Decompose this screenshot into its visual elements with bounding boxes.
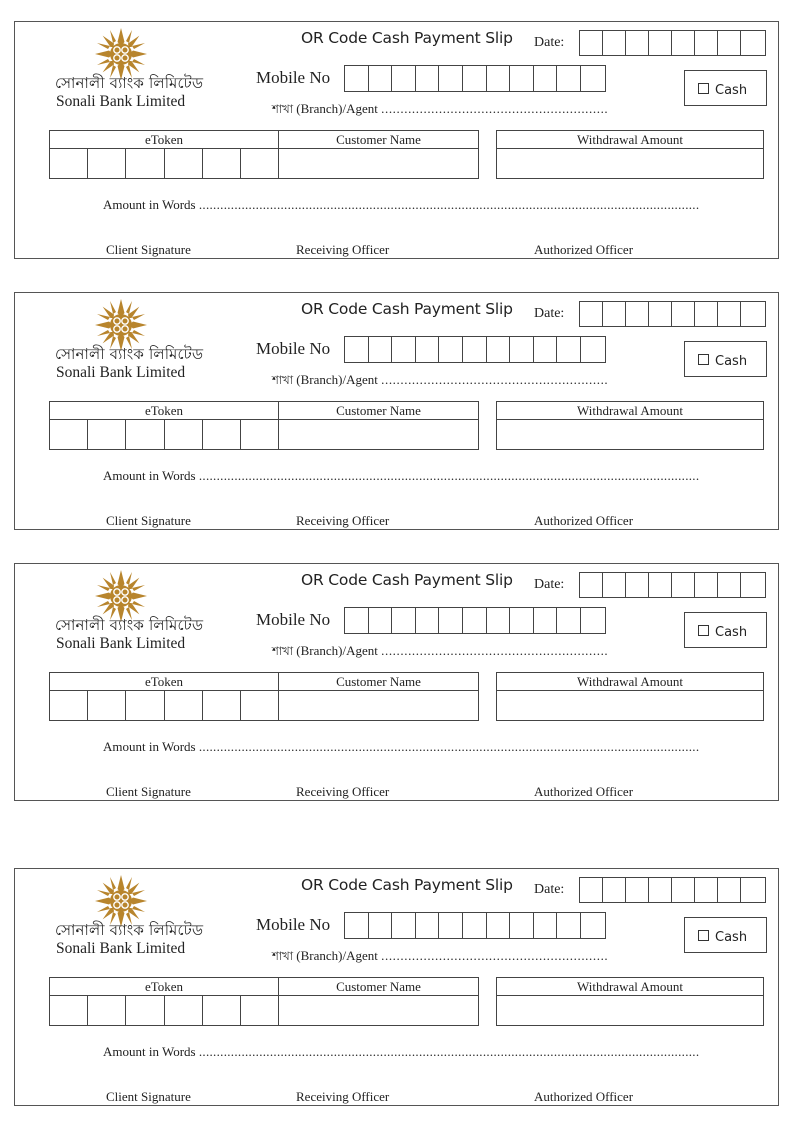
input-box[interactable] <box>203 149 241 179</box>
input-box[interactable] <box>695 31 718 55</box>
input-box[interactable] <box>581 66 605 91</box>
input-box[interactable] <box>463 337 487 362</box>
input-box[interactable] <box>672 31 695 55</box>
input-box[interactable] <box>487 337 511 362</box>
input-box[interactable] <box>580 31 603 55</box>
customer-name-header: Customer Name <box>279 673 478 691</box>
input-box[interactable] <box>557 913 581 938</box>
cash-checkbox[interactable] <box>698 83 709 94</box>
input-box[interactable] <box>392 913 416 938</box>
input-box[interactable] <box>50 691 88 721</box>
date-field[interactable] <box>579 30 766 56</box>
input-box[interactable] <box>126 420 164 450</box>
bank-name-bengali: সোনালী ব্যাংক লিমিটেড <box>55 345 204 363</box>
input-box[interactable] <box>88 420 126 450</box>
date-field[interactable] <box>579 877 766 903</box>
input-box[interactable] <box>581 608 605 633</box>
etoken-cells[interactable] <box>50 420 278 450</box>
input-box[interactable] <box>416 913 440 938</box>
payment-slip <box>14 563 779 801</box>
input-box[interactable] <box>741 573 765 597</box>
branch-label-english: (Branch)/Agent <box>296 372 378 387</box>
input-box[interactable] <box>718 31 741 55</box>
etoken-field[interactable] <box>49 977 279 1026</box>
etoken-header: eToken <box>50 673 278 691</box>
amount-in-words-label: Amount in Words <box>103 468 196 483</box>
input-box[interactable] <box>534 608 558 633</box>
input-box[interactable] <box>241 149 278 179</box>
date-label: Date: <box>534 35 565 50</box>
customer-name-header: Customer Name <box>279 402 478 420</box>
input-box[interactable] <box>626 31 649 55</box>
withdrawal-amount-field[interactable] <box>496 672 764 721</box>
input-box[interactable] <box>626 878 649 902</box>
input-box[interactable] <box>580 573 603 597</box>
withdrawal-amount-header: Withdrawal Amount <box>497 131 763 149</box>
branch-label-bengali: শাখা <box>272 373 294 387</box>
input-box[interactable] <box>165 996 203 1026</box>
date-label: Date: <box>534 577 565 592</box>
amount-in-words-label: Amount in Words <box>103 197 196 212</box>
bank-name-bengali: সোনালী ব্যাংক লিমিটেড <box>55 921 204 939</box>
client-signature-label: Client Signature <box>106 1089 191 1104</box>
slip-title: OR Code Cash Payment Slip <box>301 300 513 318</box>
mobile-no-label: Mobile No <box>256 68 331 87</box>
bank-name-english: Sonali Bank Limited <box>56 93 186 110</box>
branch-label-bengali: শাখা <box>272 102 294 116</box>
withdrawal-amount-header: Withdrawal Amount <box>497 402 763 420</box>
input-box[interactable] <box>463 608 487 633</box>
branch-agent-line[interactable] <box>272 643 608 662</box>
branch-fill-line[interactable]: ........................................................... <box>381 948 609 963</box>
input-box[interactable] <box>649 573 672 597</box>
mobile-no-field[interactable] <box>344 336 606 363</box>
input-box[interactable] <box>672 878 695 902</box>
cash-label: Cash <box>715 930 748 945</box>
input-box[interactable] <box>557 66 581 91</box>
branch-label-english: (Branch)/Agent <box>296 948 378 963</box>
input-box[interactable] <box>369 66 393 91</box>
input-box[interactable] <box>603 573 626 597</box>
client-signature-label: Client Signature <box>106 784 191 799</box>
input-box[interactable] <box>126 691 164 721</box>
input-box[interactable] <box>416 337 440 362</box>
cash-option[interactable] <box>684 612 767 648</box>
date-label: Date: <box>534 882 565 897</box>
branch-fill-line[interactable]: ........................................................... <box>381 643 609 658</box>
etoken-field[interactable] <box>49 672 279 721</box>
cash-label: Cash <box>715 354 748 369</box>
input-box[interactable] <box>345 913 369 938</box>
mobile-no-field[interactable] <box>344 607 606 634</box>
etoken-header: eToken <box>50 402 278 420</box>
input-box[interactable] <box>392 66 416 91</box>
branch-fill-line[interactable]: ........................................................... <box>381 101 609 116</box>
payment-slip <box>14 868 779 1106</box>
input-box[interactable] <box>672 573 695 597</box>
input-box[interactable] <box>165 149 203 179</box>
input-box[interactable] <box>718 573 741 597</box>
authorized-officer-label: Authorized Officer <box>534 513 634 528</box>
bank-name-english: Sonali Bank Limited <box>56 635 186 652</box>
customer-name-header: Customer Name <box>279 978 478 996</box>
input-box[interactable] <box>487 66 511 91</box>
amount-in-words-line[interactable] <box>103 1044 699 1060</box>
slip-title: OR Code Cash Payment Slip <box>301 571 513 589</box>
input-box[interactable] <box>718 878 741 902</box>
date-field[interactable] <box>579 572 766 598</box>
bank-name-bengali: সোনালী ব্যাংক লিমিটেড <box>55 616 204 634</box>
input-box[interactable] <box>741 302 765 326</box>
amount-in-words-label: Amount in Words <box>103 739 196 754</box>
amount-in-words-line[interactable] <box>103 197 699 213</box>
receiving-officer-label: Receiving Officer <box>296 242 390 257</box>
input-box[interactable] <box>718 302 741 326</box>
input-box[interactable] <box>649 31 672 55</box>
payment-slip <box>14 292 779 530</box>
mobile-no-label: Mobile No <box>256 339 331 358</box>
payment-slip <box>14 21 779 259</box>
input-box[interactable] <box>695 878 718 902</box>
input-box[interactable] <box>203 420 241 450</box>
branch-fill-line[interactable]: ........................................................... <box>381 372 609 387</box>
input-box[interactable] <box>695 302 718 326</box>
input-box[interactable] <box>487 608 511 633</box>
input-box[interactable] <box>580 302 603 326</box>
cash-option[interactable] <box>684 70 767 106</box>
etoken-header: eToken <box>50 978 278 996</box>
input-box[interactable] <box>581 337 605 362</box>
customer-name-field[interactable] <box>278 130 479 179</box>
input-box[interactable] <box>203 996 241 1026</box>
input-box[interactable] <box>50 420 88 450</box>
input-box[interactable] <box>603 31 626 55</box>
etoken-header: eToken <box>50 131 278 149</box>
input-box[interactable] <box>439 337 463 362</box>
date-field[interactable] <box>579 301 766 327</box>
amount-in-words-fill-line[interactable]: ............................................................................................................................................. <box>198 739 700 754</box>
input-box[interactable] <box>741 878 765 902</box>
input-box[interactable] <box>392 608 416 633</box>
etoken-field[interactable] <box>49 401 279 450</box>
branch-label-english: (Branch)/Agent <box>296 101 378 116</box>
branch-agent-line[interactable] <box>272 948 608 967</box>
authorized-officer-label: Authorized Officer <box>534 784 634 799</box>
input-box[interactable] <box>626 302 649 326</box>
input-box[interactable] <box>649 878 672 902</box>
input-box[interactable] <box>126 149 164 179</box>
input-box[interactable] <box>439 913 463 938</box>
slip-title: OR Code Cash Payment Slip <box>301 876 513 894</box>
withdrawal-amount-field[interactable] <box>496 977 764 1026</box>
client-signature-label: Client Signature <box>106 513 191 528</box>
input-box[interactable] <box>345 608 369 633</box>
input-box[interactable] <box>534 913 558 938</box>
input-box[interactable] <box>510 608 534 633</box>
branch-agent-line[interactable] <box>272 372 608 391</box>
customer-name-field[interactable] <box>278 672 479 721</box>
amount-in-words-fill-line[interactable]: ............................................................................................................................................. <box>198 1044 700 1059</box>
input-box[interactable] <box>487 913 511 938</box>
cash-checkbox[interactable] <box>698 354 709 365</box>
input-box[interactable] <box>88 149 126 179</box>
input-box[interactable] <box>126 996 164 1026</box>
cash-label: Cash <box>715 625 748 640</box>
input-box[interactable] <box>416 608 440 633</box>
bank-name-bengali: সোনালী ব্যাংক লিমিটেড <box>55 74 204 92</box>
input-box[interactable] <box>603 878 626 902</box>
etoken-cells[interactable] <box>50 691 278 721</box>
cash-label: Cash <box>715 83 748 98</box>
customer-name-field[interactable] <box>278 977 479 1026</box>
slip-title: OR Code Cash Payment Slip <box>301 29 513 47</box>
input-box[interactable] <box>241 420 278 450</box>
input-box[interactable] <box>439 66 463 91</box>
cash-checkbox[interactable] <box>698 930 709 941</box>
input-box[interactable] <box>50 996 88 1026</box>
amount-in-words-fill-line[interactable]: ............................................................................................................................................. <box>198 197 700 212</box>
customer-name-field[interactable] <box>278 401 479 450</box>
cash-checkbox[interactable] <box>698 625 709 636</box>
input-box[interactable] <box>510 66 534 91</box>
input-box[interactable] <box>463 913 487 938</box>
input-box[interactable] <box>580 878 603 902</box>
input-box[interactable] <box>345 66 369 91</box>
input-box[interactable] <box>672 302 695 326</box>
authorized-officer-label: Authorized Officer <box>534 242 634 257</box>
mobile-no-label: Mobile No <box>256 915 331 934</box>
input-box[interactable] <box>463 66 487 91</box>
input-box[interactable] <box>88 996 126 1026</box>
branch-label-english: (Branch)/Agent <box>296 643 378 658</box>
etoken-field[interactable] <box>49 130 279 179</box>
input-box[interactable] <box>203 691 241 721</box>
etoken-cells[interactable] <box>50 996 278 1026</box>
input-box[interactable] <box>369 337 393 362</box>
branch-label-bengali: শাখা <box>272 644 294 658</box>
input-box[interactable] <box>695 573 718 597</box>
cash-option[interactable] <box>684 917 767 953</box>
amount-in-words-line[interactable] <box>103 468 699 484</box>
receiving-officer-label: Receiving Officer <box>296 1089 390 1104</box>
withdrawal-amount-header: Withdrawal Amount <box>497 978 763 996</box>
date-label: Date: <box>534 306 565 321</box>
input-box[interactable] <box>50 149 88 179</box>
input-box[interactable] <box>581 913 605 938</box>
input-box[interactable] <box>534 66 558 91</box>
input-box[interactable] <box>369 608 393 633</box>
branch-agent-line[interactable] <box>272 101 608 120</box>
input-box[interactable] <box>345 337 369 362</box>
input-box[interactable] <box>439 608 463 633</box>
withdrawal-amount-field[interactable] <box>496 130 764 179</box>
input-box[interactable] <box>626 573 649 597</box>
input-box[interactable] <box>649 302 672 326</box>
input-box[interactable] <box>392 337 416 362</box>
receiving-officer-label: Receiving Officer <box>296 513 390 528</box>
input-box[interactable] <box>603 302 626 326</box>
bank-name-english: Sonali Bank Limited <box>56 364 186 381</box>
input-box[interactable] <box>557 608 581 633</box>
etoken-cells[interactable] <box>50 149 278 179</box>
input-box[interactable] <box>510 913 534 938</box>
input-box[interactable] <box>241 996 278 1026</box>
input-box[interactable] <box>241 691 278 721</box>
input-box[interactable] <box>165 420 203 450</box>
client-signature-label: Client Signature <box>106 242 191 257</box>
amount-in-words-fill-line[interactable]: ............................................................................................................................................. <box>198 468 700 483</box>
cash-option[interactable] <box>684 341 767 377</box>
input-box[interactable] <box>416 66 440 91</box>
amount-in-words-line[interactable] <box>103 739 699 755</box>
mobile-no-field[interactable] <box>344 912 606 939</box>
bank-name-english: Sonali Bank Limited <box>56 940 186 957</box>
receiving-officer-label: Receiving Officer <box>296 784 390 799</box>
withdrawal-amount-header: Withdrawal Amount <box>497 673 763 691</box>
customer-name-header: Customer Name <box>279 131 478 149</box>
input-box[interactable] <box>88 691 126 721</box>
amount-in-words-label: Amount in Words <box>103 1044 196 1059</box>
branch-label-bengali: শাখা <box>272 949 294 963</box>
mobile-no-field[interactable] <box>344 65 606 92</box>
input-box[interactable] <box>741 31 765 55</box>
input-box[interactable] <box>510 337 534 362</box>
withdrawal-amount-field[interactable] <box>496 401 764 450</box>
input-box[interactable] <box>557 337 581 362</box>
input-box[interactable] <box>534 337 558 362</box>
authorized-officer-label: Authorized Officer <box>534 1089 634 1104</box>
mobile-no-label: Mobile No <box>256 610 331 629</box>
input-box[interactable] <box>165 691 203 721</box>
input-box[interactable] <box>369 913 393 938</box>
